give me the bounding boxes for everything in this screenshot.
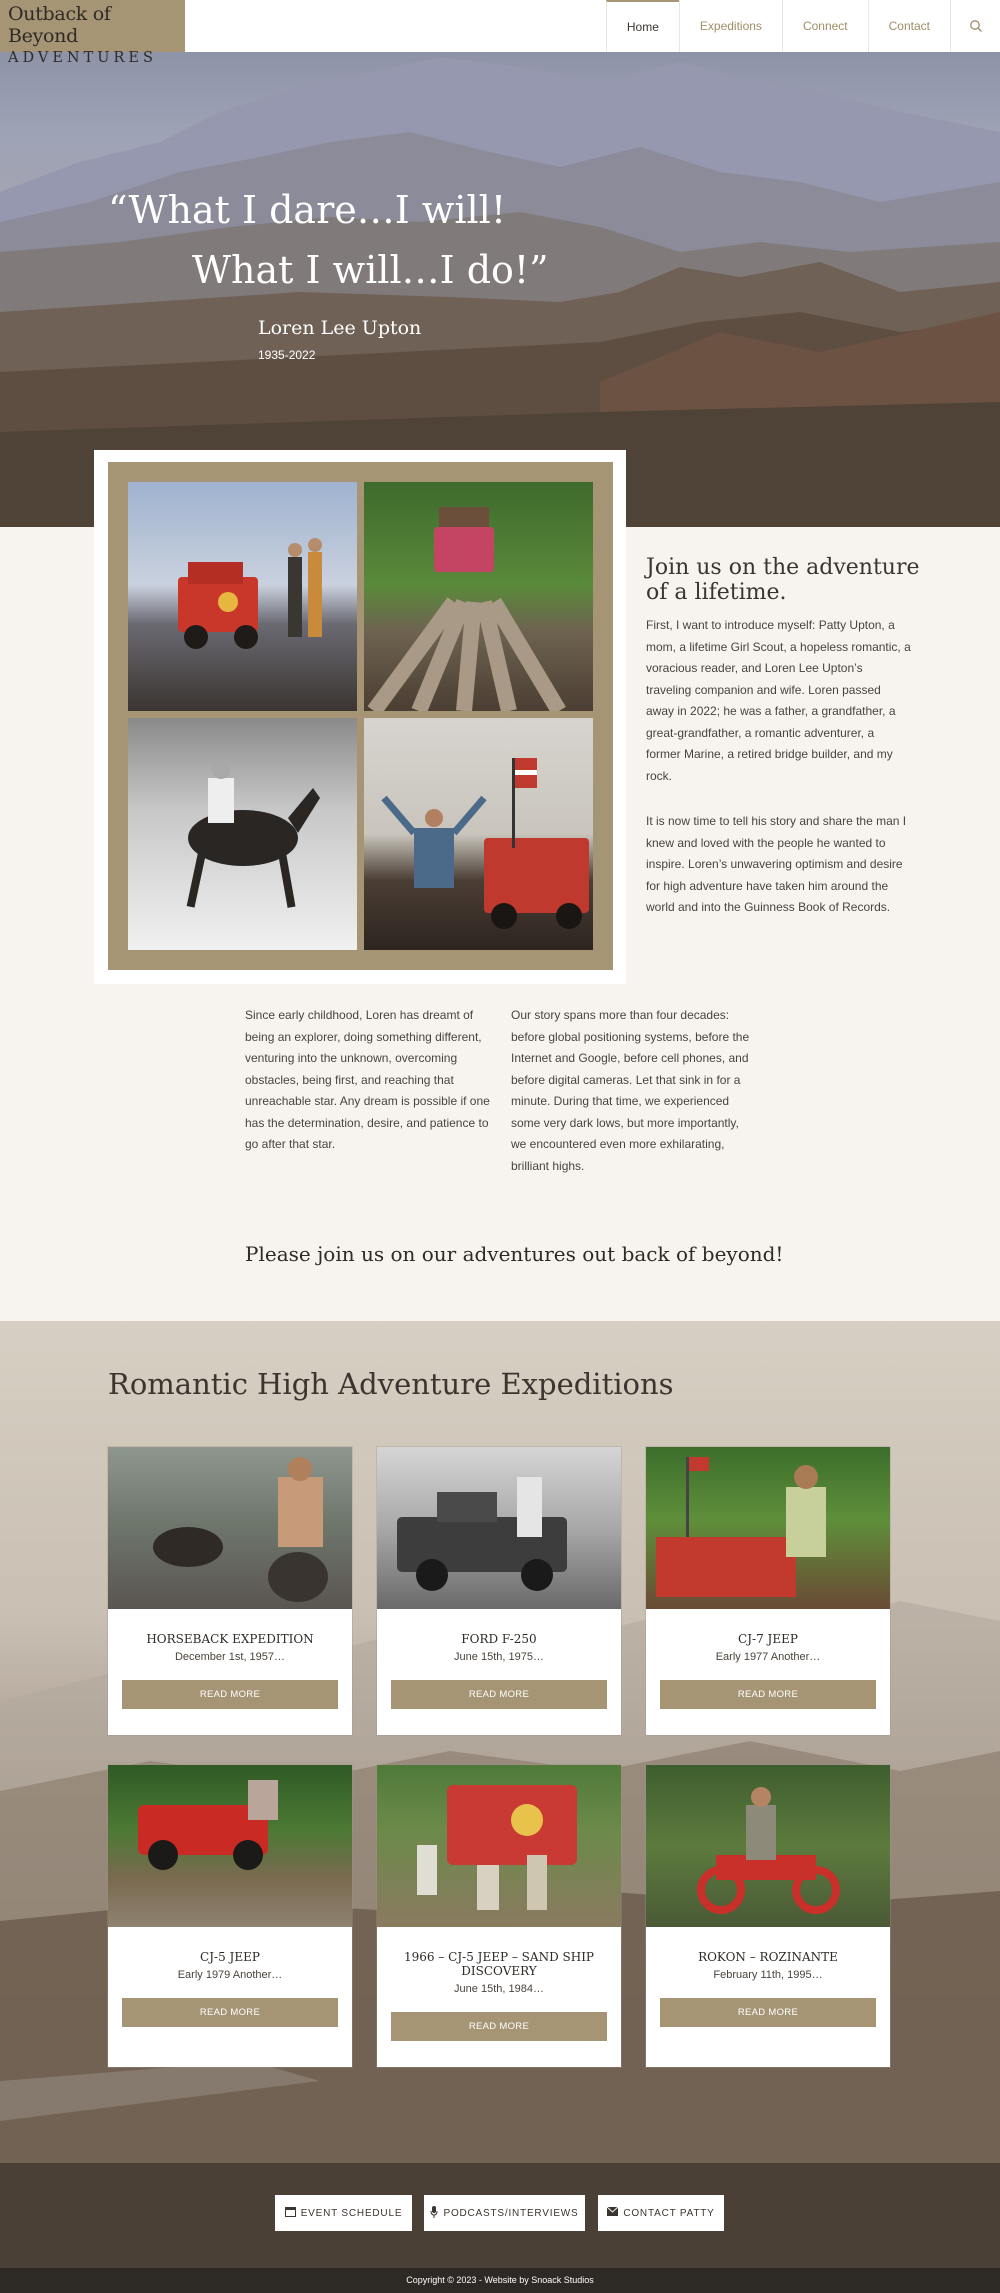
card-date: Early 1979 Another… [177,1969,283,1981]
read-more-button[interactable]: READ MORE [391,2012,607,2041]
card-title: ROKON – ROZINANTE [698,1950,838,1964]
search-icon[interactable] [950,0,1000,52]
event-schedule-label: EVENT SCHEDULE [300,2207,403,2219]
expedition-photo-ford-truck [377,1447,621,1609]
card-title: CJ-5 JEEP [200,1950,260,1964]
site-logo[interactable] [0,0,185,66]
event-schedule-button[interactable] [275,2195,412,2231]
nav-item-expeditions[interactable]: Expeditions [679,0,782,52]
logo-subtitle: ADVENTURES [8,50,157,66]
join-heading: Please join us on our adventures out back of beyond! [245,1242,784,1266]
card-date: December 1st, 1957… [174,1651,286,1663]
read-more-button[interactable]: READ MORE [122,1680,338,1709]
expeditions-heading: Romantic High Adventure Expeditions [108,1367,674,1401]
nav-item-contact[interactable]: Contact [868,0,950,52]
read-more-button[interactable]: READ MORE [660,1998,876,2027]
card-title: CJ-7 JEEP [738,1632,798,1646]
story-column-2: Our story spans more than four decades: before global positioning systems, before the Internet and Google, before cell phones, and before digital cameras. Let that sink in for a minute. During that time, we experienced some very dark lows, but more importantly, we encountered even more exhilarating, brilliant highs. [511,1008,750,1173]
footer [0,2163,1000,2268]
envelope-icon [607,2207,618,2219]
card-date: February 11th, 1995… [713,1969,823,1981]
intro-paragraph-1: First, I want to introduce myself: Patty Upton, a mom, a lifetime Girl Scout, a hopeless romantic, a voracious reader, and Loren Lee Upton’s traveling companion and wife. Loren passed away in 2022; he was a father, a grandfather, a great-grandfather, a romantic adventurer, a former Marine, a retired bridge builder, and my rock. [646,618,911,783]
logo-title: Outback of Beyond [8,3,111,47]
top-navigation [0,0,1000,66]
nav-item-connect[interactable]: Connect [782,0,868,52]
expedition-card[interactable] [108,1447,352,1735]
expedition-photo-cj5-jeep [108,1765,352,1927]
story-column-1: Since early childhood, Loren has dreamt of being an explorer, doing something different, venturing into the unknown, overcoming obstacles, being first, and reaching that unreachable star. Any dream is possible if one has the determination, desire, and patience to go after that star. [245,1008,490,1151]
read-more-button[interactable]: READ MORE [660,1680,876,1709]
microphone-icon [430,2206,438,2221]
collage-photo-horseback [128,718,357,950]
read-more-button[interactable]: READ MORE [391,1680,607,1709]
expedition-photo-horseback [108,1447,352,1609]
nav-item-home[interactable]: Home [606,0,679,52]
hero-quote-line1: “What I dare…I will! [108,188,507,232]
expedition-card[interactable] [108,1765,352,2067]
expedition-photo-cj7-jeep [646,1447,890,1609]
card-date: Early 1977 Another… [715,1651,821,1663]
expedition-card[interactable] [377,1765,621,2067]
card-title: 1966 – CJ-5 JEEP – SAND SHIP DISCOVERY [403,1950,595,1978]
intro-paragraph-2: It is now time to tell his story and share the man I knew and loved with the people he wanted to inspire. Loren’s unwavering optimism and desire for high adventure have taken him around the world and into the Guinness Book of Records. [646,814,907,914]
collage-photo-jeep-beach [128,482,357,711]
expedition-card[interactable] [377,1447,621,1735]
read-more-button[interactable]: READ MORE [122,1998,338,2027]
hero-quote-line2: What I will…I do!” [192,248,549,292]
contact-patty-button[interactable] [598,2195,724,2231]
photo-collage [108,462,613,970]
card-title: HORSEBACK EXPEDITION [146,1632,314,1646]
calendar-icon [285,2206,296,2220]
podcasts-button[interactable] [424,2195,585,2231]
card-date: June 15th, 1975… [454,1651,544,1663]
expedition-card[interactable] [646,1765,890,2067]
card-date: June 15th, 1984… [454,1983,544,1995]
contact-patty-label: CONTACT PATTY [623,2207,715,2219]
podcasts-label: PODCASTS/INTERVIEWS [443,2207,579,2219]
hero-years: 1935-2022 [258,348,316,362]
intro-heading: Join us on the adventure of a lifetime. [646,555,920,605]
main-menu [606,0,1000,52]
expedition-card[interactable] [646,1447,890,1735]
collage-photo-flag-jeep [364,718,593,950]
expedition-photo-rokon [646,1765,890,1927]
expedition-photo-sand-ship [377,1765,621,1927]
hero-name: Loren Lee Upton [258,317,422,339]
copyright-text: Copyright © 2023 - Website by Snoack Studios [0,2268,1000,2293]
collage-photo-jeep-log-bridge [364,482,593,711]
card-title: FORD F-250 [461,1632,537,1646]
